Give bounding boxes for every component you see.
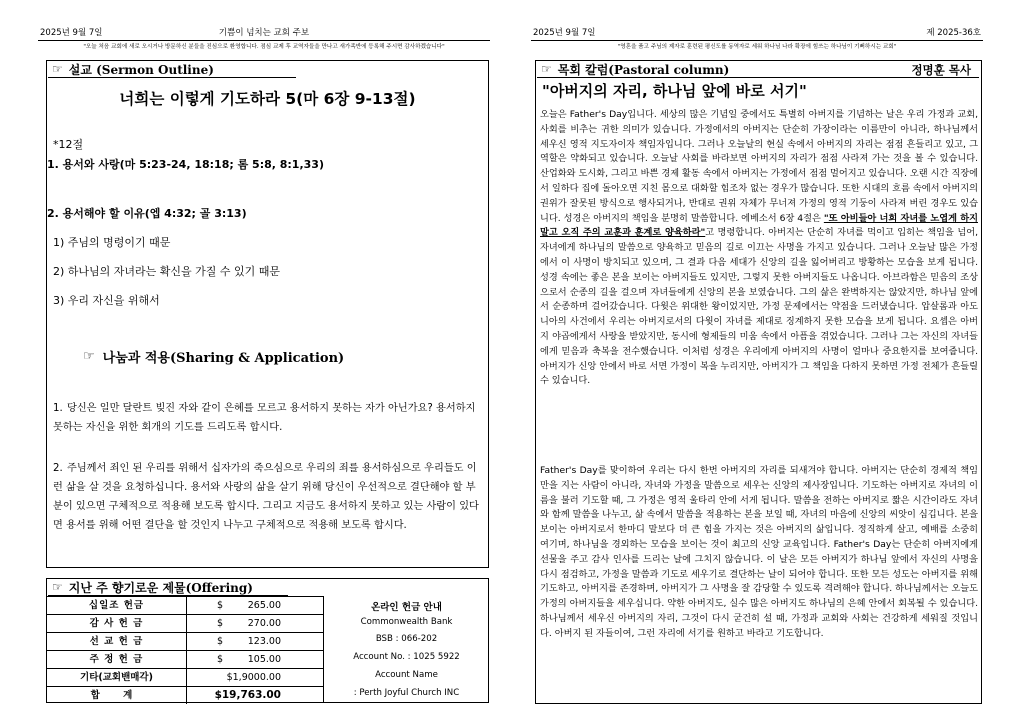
bank-name: Commonwealth Bank — [360, 617, 453, 627]
offering-row — [47, 650, 323, 668]
sermon-point-1: 1. 용서와 사랑(마 5:23-24, 18:18; 롬 5:8, 8:1,33) — [47, 158, 324, 171]
column-scripture-quote: "또 아비들아 너희 자녀를 노엽게 하지 말고 오직 주의 교훈과 훈계로 양육하라" — [540, 212, 978, 239]
sharing-heading-label: 나눔과 적용(Sharing & Application) — [102, 351, 345, 366]
offering-box — [46, 578, 489, 703]
offering-amount: 123.00 — [247, 636, 281, 647]
offering-label: 감 사 헌 금 — [47, 615, 187, 632]
sermon-subpoint-2: 2) 하나님의 자녀라는 확신을 가질 수 있기 때문 — [53, 265, 281, 278]
left-header-rule — [38, 40, 490, 41]
sermon-title: 너희는 이렇게 기도하라 5(마 6장 9-13절) — [119, 90, 416, 108]
pointing-hand-icon: ☞ — [541, 62, 552, 76]
left-page — [38, 0, 490, 720]
application-1 — [53, 399, 483, 437]
application-number: 1. — [53, 403, 63, 414]
offering-label: 십일조 헌금 — [47, 597, 187, 614]
pastoral-column-box — [535, 60, 982, 704]
pointing-hand-icon: ☞ — [83, 349, 95, 364]
application-number: 2. — [53, 463, 63, 474]
offering-row — [47, 668, 323, 686]
offering-currency: $ — [217, 654, 224, 665]
left-header-date: 2025년 9월 7일 — [40, 28, 103, 38]
right-header — [531, 26, 983, 40]
column-text: 고 명령합니다. 아버지는 단순히 자녀를 먹이고 입히는 책임을 넘어, 자녀에게 하나님의 말씀으로 양육하고 믿음의 길로 이끄는 사명을 가지고 있습니다. 그러나 오늘날 많은 가정에서 이 사명이 방치되고 있으며, 그 결과 다음 세대가 신앙의 길을 잃어버리고 방황하는 모습을 보게 됩니다. 성경 속에는 좋은 본을 보이는 아버지들도 있지만, 그렇지 못한 아버지들도 나옵니다. 아브라함은 믿음의 조상으로서 순종의 길을 걸으며 자녀들에게 신앙의 본을 보였습니다. 그의 삶은 완벽하지는 않았지만, 하나님 앞에서 순종하며 걸어갔습니다. 다윗은 위대한 왕이었지만, 가정 문제에서는 약점을 드러냈습니다. 압살롬과 아도니아의 사건에서 우리는 아버지로서의 다윗이 자녀를 제대로 징계하지 못한 모습을 보게 됩니다. 요셉은 아버지 야곱에게서 사랑을 받았지만, 동시에 형제들의 미움 속에서 아픔을 겪었습니다. 그러나 그는 자신의 자녀들에게 믿음과 축복을 전수했습니다. 이처럼 성경은 우리에게 아버지의 사명이 얼마나 중요한지를 보여줍니다. 아버지가 신앙 안에서 바로 서면 가정이 복을 누리지만, 아버지가 그 책임을 다하지 못하면 가정 전체가 흔들릴 수 있습니다. — [540, 227, 978, 387]
offering-amount: 270.00 — [247, 618, 281, 629]
bank-account-name: : Perth Joyful Church INC — [353, 688, 460, 698]
offering-currency: $ — [217, 600, 224, 611]
offering-currency: $ — [217, 618, 224, 629]
offering-currency: $ — [217, 636, 224, 647]
pointing-hand-icon: ☞ — [52, 62, 63, 76]
offering-heading-label: 지난 주 향기로운 제물(Offering) — [68, 580, 253, 595]
offering-amount: $1,9000.00 — [226, 672, 281, 683]
offering-total-label: 합 계 — [47, 687, 187, 704]
offering-total-amount: $19,763.00 — [214, 689, 281, 701]
offering-total-row — [47, 686, 323, 704]
bank-bsb: BSB : 066-202 — [375, 634, 438, 644]
offering-row — [47, 632, 323, 650]
column-heading-label: 목회 칼럼(Pastoral column) — [557, 62, 730, 77]
offering-row — [47, 596, 323, 614]
left-motto: "오늘 처음 교회에 새로 오시거나 방문하신 분들을 진심으로 환영합니다. 점심 교제 후 교역자들을 만나고 새가족반에 등록해 주시면 감사하겠습니다" — [83, 44, 445, 50]
application-2 — [53, 459, 483, 535]
column-heading — [537, 61, 979, 78]
column-text: 오늘은 Father's Day입니다. 세상의 많은 기념일 중에서도 특별히 아버지를 기념하는 날은 우리 가정과 교회, 사회를 비추는 귀한 의미가 있습니다. 가정에서의 아버지는 단순히 가장이라는 이름만이 아니라, 하나님께서 세우신 영적 지도자이자 책임자입니다. 그러나 오늘날의 현실 속에서 아버지의 자리는 점점 흔들리고 있고, 그 역할은 약화되고 있습니다. 오늘날 사회를 바라보면 아버지의 자리가 점점 사라져 가는 것을 볼 수 있습니다. 산업화와 도시화, 그리고 바쁜 경제 활동 속에서 아버지는 가정에서 점점 멀어지고 있습니다. 오랜 시간 직장에서 일하다 집에 돌아오면 지친 몸으로 대화할 힘조차 없는 경우가 많습니다. 또한 시대의 흐름 속에서 아버지의 권위가 잘못된 방식으로 행사되거나, 반대로 권위 자체가 무너져 가정의 영적 기둥이 사라져 버린 경우도 있습니다. 성경은 아버지의 책임을 분명히 말씀합니다. 에베소서 6장 4절은 — [540, 109, 978, 224]
offering-label: 주 정 헌 금 — [47, 651, 187, 668]
online-giving-title: 온라인 헌금 안내 — [371, 602, 442, 613]
sermon-point-2: 2. 용서해야 할 이유(엡 4:32; 골 3:13) — [47, 207, 247, 220]
right-page — [531, 0, 983, 720]
sermon-subpoint-3: 3) 우리 자신을 위해서 — [53, 294, 160, 307]
right-motto: "영혼을 품고 주님의 제자로 훈련된 평신도를 동역자로 세워 하나님 나라 확장에 힘쓰는 하나님이 기뻐하시는 교회" — [617, 44, 897, 50]
sermon-heading — [48, 61, 296, 78]
offering-heading — [48, 579, 288, 596]
right-header-rule — [531, 40, 983, 41]
offering-row — [47, 614, 323, 632]
offering-label: 선 교 헌 금 — [47, 633, 187, 650]
bank-account-name-label: Account Name — [375, 670, 438, 680]
column-paragraph-1 — [540, 108, 978, 389]
application-text: 당신은 일만 달란트 빚진 자와 같이 은혜를 모르고 용서하지 못하는 자가 아닌가요? 용서하지 못하는 자신을 위한 회개의 기도를 드리도록 합시다. — [53, 403, 476, 433]
offering-label: 기타(교회밴매각) — [47, 669, 187, 686]
left-header — [38, 26, 490, 40]
sermon-outline-box — [46, 60, 489, 568]
left-header-subtitle: 기쁨이 넘치는 교회 주보 — [218, 28, 310, 38]
issue-number: 제 2025-36호 — [926, 28, 981, 38]
offering-amount: 105.00 — [247, 654, 281, 665]
offering-amount: 265.00 — [247, 600, 281, 611]
sermon-subpoint-1: 1) 주님의 명령이기 때문 — [53, 236, 171, 249]
sharing-heading — [83, 347, 344, 366]
column-title: "아버지의 자리, 하나님 앞에 바로 서기" — [542, 82, 807, 100]
bank-account-number: Account No. : 1025 5922 — [353, 652, 460, 662]
right-header-date: 2025년 9월 7일 — [533, 28, 596, 38]
pointing-hand-icon: ☞ — [52, 580, 63, 594]
column-author: 정명훈 목사 — [911, 63, 971, 77]
sermon-verse-ref: *12절 — [53, 138, 84, 151]
column-paragraph-2: Father's Day를 맞이하여 우리는 다시 한번 아버지의 자리를 되새겨야 합니다. 아버지는 단순히 경제적 책임만을 지는 사람이 아니라, 자녀와 가정을 말씀으로 세우는 신앙의 제사장입니다. 기도하는 아버지로 자녀의 이름을 불러 기도할 때, 그 가정은 영적 울타리 안에 서게 됩니다. 말씀을 전하는 아버지로 짧은 시간이라도 자녀와 함께 말씀을 나누고, 삶 속에서 말씀을 적용하는 본을 보일 때, 자녀의 마음에 신앙의 씨앗이 심깁니다. 본을 보이는 아버지로서 한마디 말보다 더 큰 힘을 가지는 것은 아버지의 삶입니다. 정직하게 살고, 예배를 소중히 여기며, 하나님을 경외하는 모습을 보이는 것이 최고의 신앙 교육입니다. Father's Day는 단순히 아버지에게 선물을 주고 감사 인사를 드리는 날에 그치지 않습니다. 이 날은 모든 아버지가 하나님 앞에서 자신의 사명을 다시 점검하고, 가정을 말씀과 기도로 세우기로 결단하는 날이 되어야 합니다. 또한 모든 성도는 아버지를 위해 기도하고, 아버지를 존경하며, 아버지가 그 사명을 잘 감당할 수 있도록 격려해야 합니다. 하나님께서는 오늘도 가정의 아버지들을 세우십니다. 약한 아버지도, 실수 많은 아버지도 하나님의 은혜 안에서 회복될 수 있습니다. 하나님께서 세우신 아버지의 자리, 그것이 다시 굳건히 설 때, 가정과 교회와 사회는 건강하게 세워질 것입니다. 아버지 된 자들이여, 그런 자리에 서기를 원하고 바라고 기도합니다. — [540, 465, 978, 639]
application-text: 주님께서 죄인 된 우리를 위해서 십자가의 죽으심으로 우리의 죄를 용서하심으로 우리들도 이런 삶을 살 것을 요청하십니다. 용서와 사랑의 삶을 살기 위해 당신이 우선적으로 결단해야 할 부분이 있으면 구체적으로 적용해 보도록 합시다. 그리고 지금도 용서하지 못하고 있는 사람이 있다면 용서를 위해 어떤 결단을 할 것인지 나누고 구체적으로 적용해 보도록 합시다. — [53, 463, 479, 531]
sermon-heading-label: 설교 (Sermon Outline) — [68, 62, 214, 77]
